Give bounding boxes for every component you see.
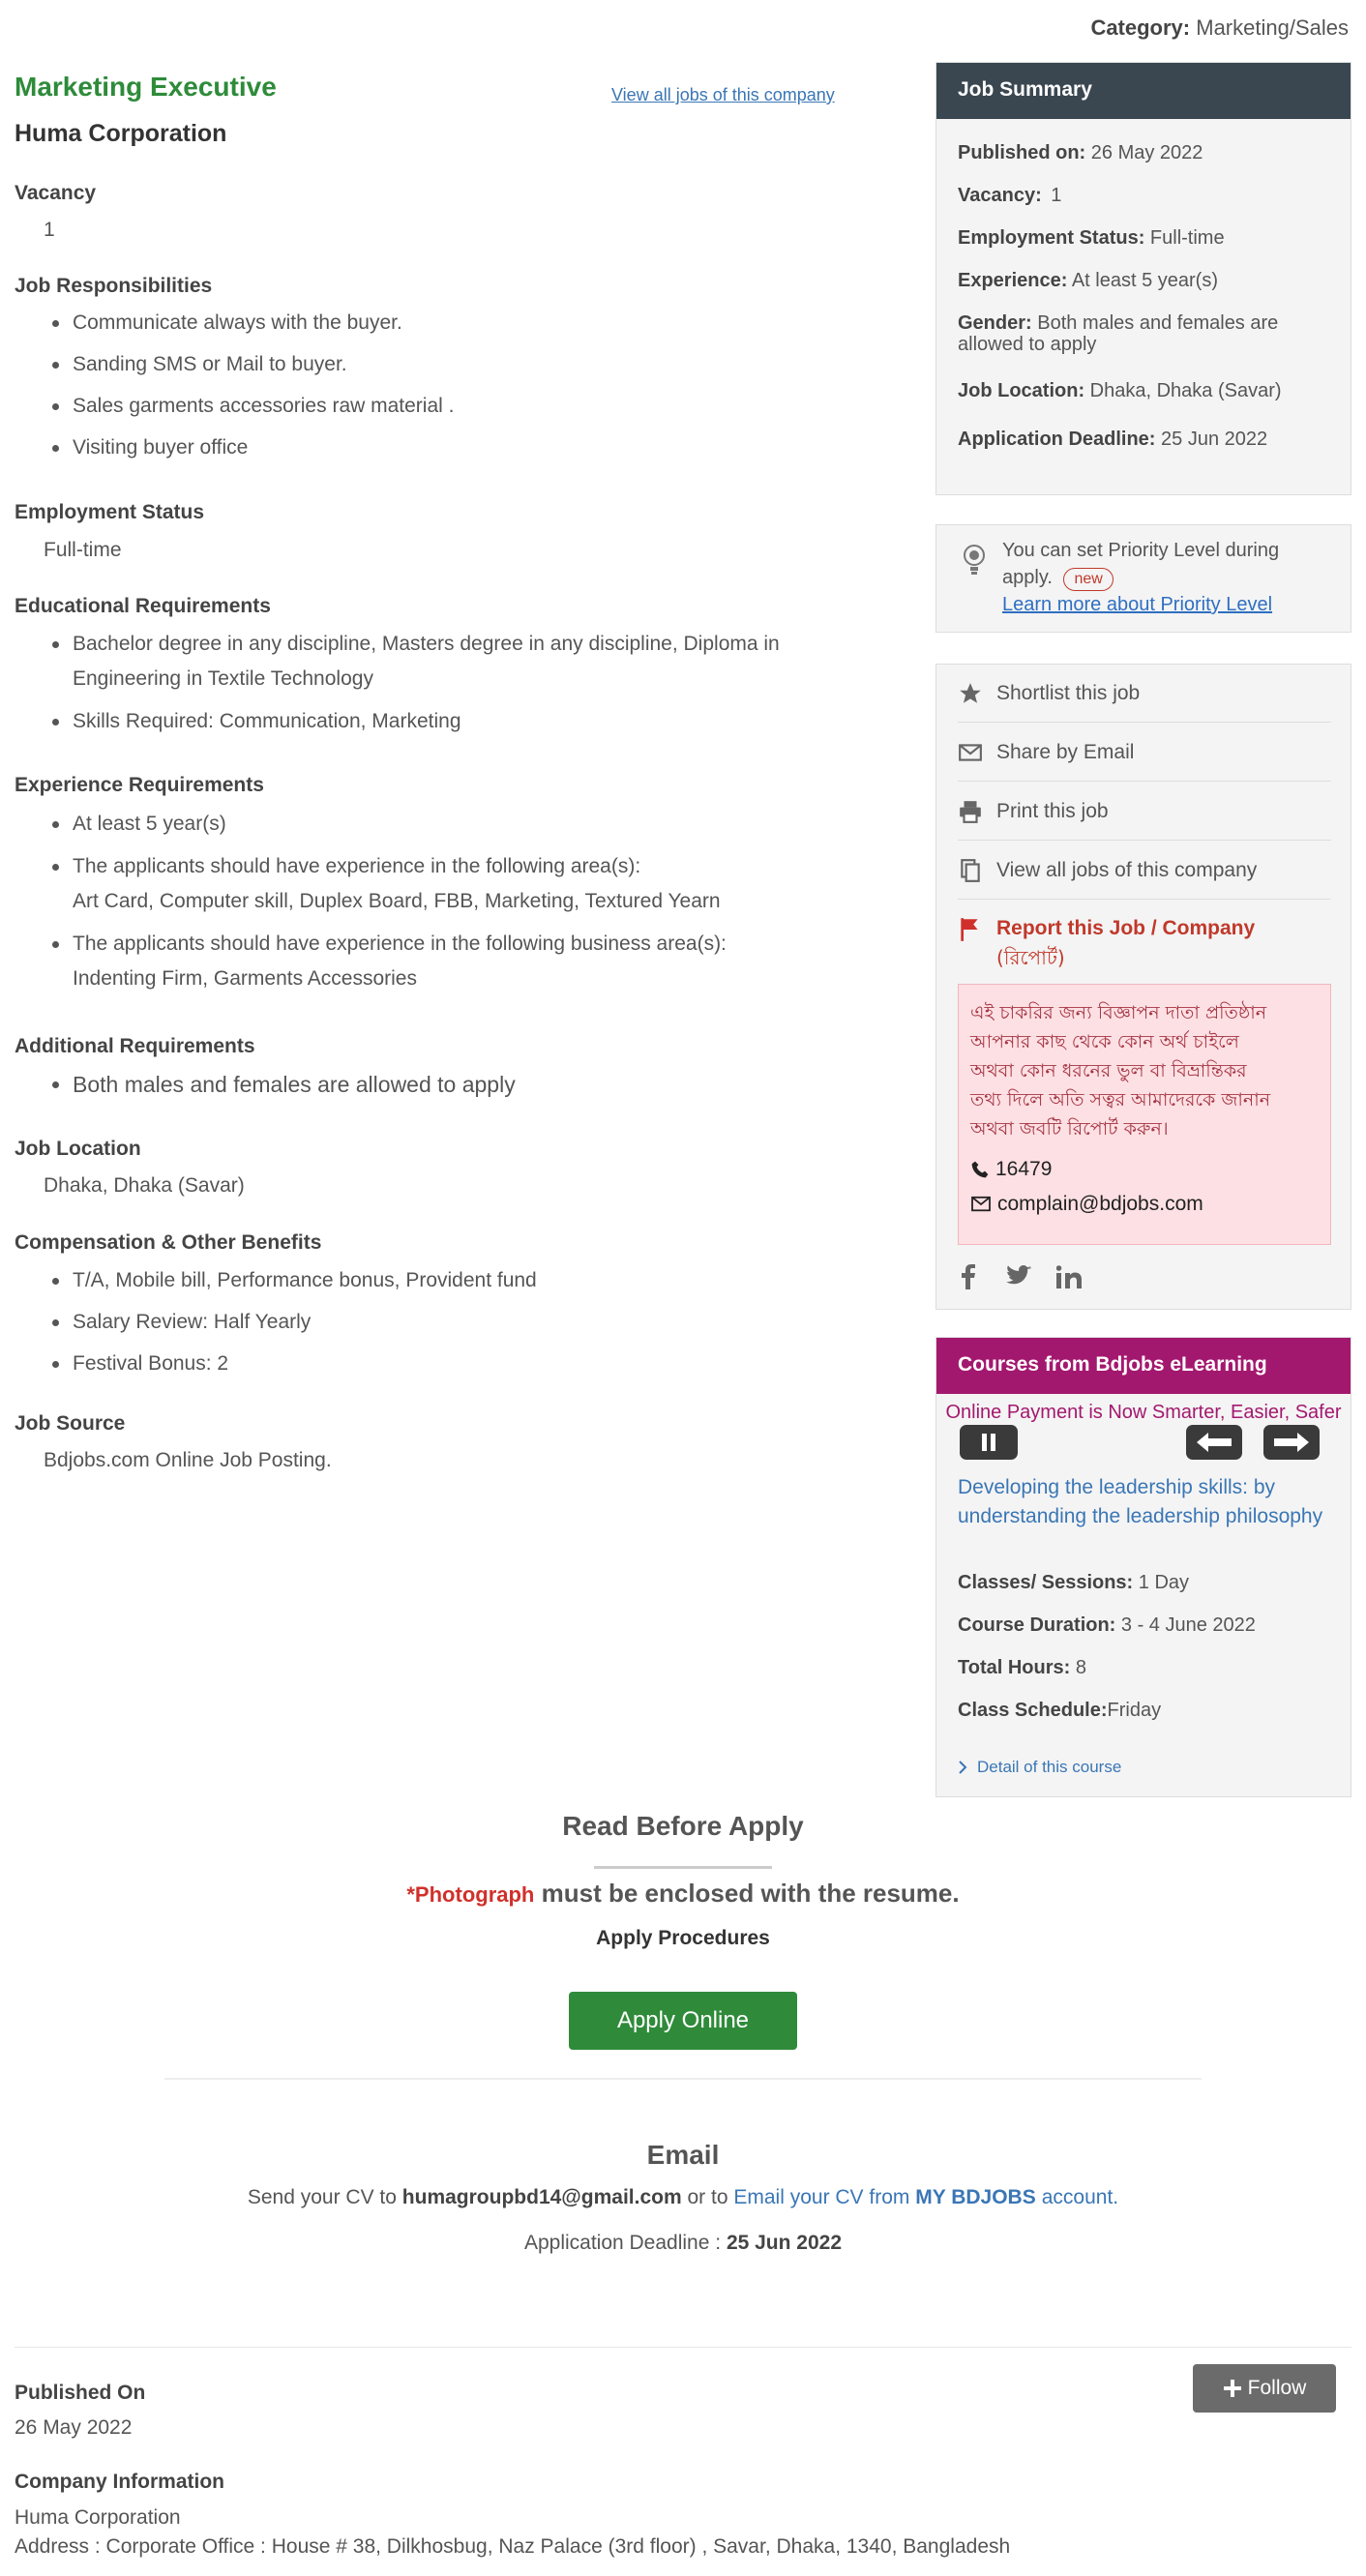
course-label: Total Hours: (958, 1657, 1071, 1678)
report-label (996, 914, 1255, 973)
experience-heading: Experience Requirements (15, 774, 264, 796)
arrow-right-icon (1272, 1431, 1311, 1454)
report-line: (রিপোর্ট) (996, 946, 1065, 969)
category-line (1090, 15, 1349, 41)
envelope-icon (958, 740, 983, 765)
course-value: 1 Day (1138, 1572, 1190, 1593)
vacancy-value: 1 (44, 219, 55, 241)
course-schedule (958, 1700, 1161, 1722)
warning-line: অথবা জবটি রিপোর্ট করুন। (970, 1118, 1169, 1140)
report-job-button[interactable] (958, 914, 1331, 973)
deadline-label: Application Deadline : (523, 2232, 722, 2254)
course-label: Class Schedule: (958, 1700, 1108, 1721)
summary-location (958, 380, 1335, 401)
list-item: Sales garments accessories raw material . (15, 389, 866, 424)
list-item (15, 627, 866, 696)
summary-label: Experience: (958, 270, 1068, 291)
photograph-required-label: *Photograph (406, 1882, 535, 1907)
priority-text (1002, 537, 1331, 618)
summary-value: allowed to apply (958, 334, 1097, 355)
summary-label: Vacancy: (958, 185, 1042, 206)
source-heading: Job Source (15, 1412, 126, 1435)
summary-employment (958, 227, 1335, 249)
courses-heading: Courses from Bdjobs eLearning (936, 1338, 1351, 1394)
summary-label: Application Deadline: (958, 429, 1156, 450)
social-share (958, 1264, 1082, 1289)
pause-icon (980, 1433, 997, 1452)
vacancy-heading: Vacancy (15, 182, 97, 204)
category-label: Category: (1090, 15, 1191, 40)
courses-subheading: Online Payment is Now Smarter, Easier, Safer (945, 1402, 1342, 1423)
list-item-line: Indenting Firm, Garments Accessories (73, 967, 417, 990)
list-item: Communicate always with the buyer. (15, 306, 866, 341)
application-deadline-line (0, 2232, 1366, 2255)
employment-value: Full-time (44, 539, 122, 561)
course-value: Friday (1107, 1700, 1162, 1721)
priority-line: apply. (1002, 567, 1053, 588)
location-heading: Job Location (15, 1138, 141, 1160)
next-course-button[interactable] (1263, 1425, 1320, 1460)
responsibilities-list (15, 306, 866, 465)
source-value: Bdjobs.com Online Job Posting. (44, 1449, 332, 1471)
list-item: Sanding SMS or Mail to buyer. (15, 347, 866, 382)
account-link[interactable]: account. (1041, 2186, 1119, 2208)
additional-list (15, 1067, 866, 1102)
view-all-jobs-link[interactable]: View all jobs of this company (611, 85, 835, 104)
list-item-line: Engineering in Textile Technology (73, 667, 373, 690)
fraud-warning-box (958, 984, 1331, 1245)
follow-button[interactable] (1193, 2364, 1336, 2413)
summary-value: At least 5 year(s) (1071, 270, 1219, 291)
lightbulb-icon (960, 543, 989, 581)
location-value: Dhaka, Dhaka (Savar) (44, 1174, 245, 1197)
job-title: Marketing Executive (15, 72, 277, 102)
apply-procedures-heading: Apply Procedures (596, 1927, 770, 1949)
summary-label: Published on: (958, 142, 1086, 163)
job-summary-panel (935, 62, 1351, 495)
arrow-left-icon (1195, 1431, 1233, 1454)
additional-heading: Additional Requirements (15, 1035, 255, 1057)
job-actions-panel (935, 664, 1351, 1310)
summary-experience (958, 270, 1335, 291)
email-heading: Email (646, 2140, 720, 2170)
twitter-icon[interactable] (1004, 1265, 1031, 1288)
plus-icon (1223, 2379, 1242, 2398)
compensation-heading: Compensation & Other Benefits (15, 1231, 322, 1254)
course-value: 3 - 4 June 2022 (1120, 1614, 1256, 1636)
list-item (15, 849, 866, 919)
list-item: Festival Bonus: 2 (15, 1347, 866, 1381)
company-info-heading: Company Information (15, 2471, 225, 2493)
summary-value: Dhaka, Dhaka (Savar) (1089, 380, 1282, 401)
view-all-label: View all jobs of this company (996, 858, 1258, 881)
course-classes (958, 1572, 1189, 1594)
priority-panel (935, 524, 1351, 633)
shortlist-job-button[interactable] (958, 665, 1331, 723)
new-badge: new (1063, 568, 1113, 591)
email-cv-link[interactable]: Email your CV from (733, 2186, 910, 2208)
envelope-icon (970, 1196, 992, 1213)
send-cv-line (0, 2186, 1366, 2209)
list-item: Skills Required: Communication, Marketing (15, 704, 866, 739)
or-to-text: or to (687, 2186, 728, 2208)
list-item-line: Art Card, Computer skill, Duplex Board, FBB, Marketing, Textured Yearn (73, 890, 721, 912)
warning-line: এই চাকরির জন্য বিজ্ঞাপন দাতা প্রতিষ্ঠান (970, 1002, 1267, 1023)
responsibilities-heading: Job Responsibilities (15, 275, 213, 297)
employment-heading: Employment Status (15, 501, 205, 523)
share-label: Share by Email (996, 740, 1135, 763)
category-value: Marketing/Sales (1196, 15, 1349, 40)
summary-published (958, 142, 1335, 163)
list-item: Visiting buyer office (15, 430, 866, 465)
list-item: Salary Review: Half Yearly (15, 1305, 866, 1340)
follow-label: Follow (1247, 2377, 1307, 2399)
experience-list (15, 807, 866, 996)
photograph-notice (0, 1879, 1366, 1909)
course-hours (958, 1657, 1086, 1679)
star-icon (958, 681, 983, 706)
deadline-value: 25 Jun 2022 (726, 2232, 843, 2254)
course-label: Course Duration: (958, 1614, 1116, 1636)
list-item: Both males and females are allowed to apply (15, 1067, 866, 1102)
apply-email-address: humagroupbd14@gmail.com (401, 2186, 682, 2208)
published-on-heading: Published On (15, 2382, 146, 2404)
list-item-line: Bachelor degree in any discipline, Masters degree in any discipline, Diploma in (73, 633, 780, 655)
pause-button[interactable] (960, 1425, 1018, 1460)
course-title-link[interactable]: Developing the leadership skills: by understanding the leadership philosophy (958, 1476, 1323, 1527)
my-bdjobs-link[interactable]: MY BDJOBS (915, 2186, 1036, 2208)
share-email-button[interactable] (958, 724, 1331, 782)
priority-learn-more-link[interactable]: Learn more about Priority Level (1002, 594, 1273, 615)
courses-panel (935, 1337, 1351, 1797)
summary-value: 25 Jun 2022 (1161, 429, 1268, 450)
read-before-apply-heading: Read Before Apply (562, 1811, 804, 1841)
facebook-icon[interactable] (958, 1264, 979, 1289)
previous-course-button[interactable] (1186, 1425, 1242, 1460)
warning-line: তথ্য দিলে অতি সত্বর আমাদেরকে জানান (970, 1089, 1271, 1110)
priority-line: You can set Priority Level during (1002, 540, 1280, 561)
summary-label: Employment Status: (958, 227, 1145, 249)
company-info-name: Huma Corporation (15, 2506, 181, 2529)
published-on-value: 26 May 2022 (15, 2416, 133, 2439)
warning-phone-number: 16479 (995, 1158, 1053, 1180)
print-job-button[interactable] (958, 783, 1331, 841)
education-list (15, 627, 866, 739)
printer-icon (958, 799, 983, 824)
summary-label: Job Location: (958, 380, 1085, 401)
divider (164, 2078, 1202, 2080)
summary-gender (958, 312, 1335, 355)
summary-value: Both males and females are (1037, 312, 1279, 334)
summary-value: Full-time (1149, 227, 1225, 249)
photograph-notice-text: must be enclosed with the resume. (541, 1879, 960, 1908)
shortlist-label: Shortlist this job (996, 681, 1141, 704)
linkedin-icon[interactable] (1056, 1265, 1082, 1288)
list-item-line: The applicants should have experience in the following area(s): (73, 855, 641, 877)
warning-line: আপনার কাছ থেকে কোন অর্থ চাইলে (970, 1031, 1239, 1052)
summary-value: 1 (1051, 185, 1062, 206)
summary-vacancy (958, 185, 1335, 206)
course-detail-link[interactable] (958, 1758, 1121, 1777)
warning-phone (970, 1155, 1319, 1184)
chevron-right-icon (958, 1761, 967, 1774)
summary-label: Gender: (958, 312, 1032, 334)
copy-icon (958, 858, 983, 883)
job-summary-heading: Job Summary (936, 63, 1351, 119)
warning-email (970, 1190, 1319, 1219)
education-heading: Educational Requirements (15, 595, 271, 617)
list-item (15, 927, 866, 996)
course-duration (958, 1614, 1256, 1637)
divider (15, 2347, 1351, 2348)
summary-deadline (958, 429, 1335, 450)
flag-icon (958, 916, 983, 943)
list-item-line: The applicants should have experience in the following business area(s): (73, 933, 727, 955)
course-label: Classes/ Sessions: (958, 1572, 1134, 1593)
divider (594, 1866, 772, 1869)
apply-online-button[interactable]: Apply Online (569, 1992, 797, 2050)
company-name: Huma Corporation (15, 120, 227, 147)
course-detail-label: Detail of this course (977, 1758, 1122, 1776)
print-label: Print this job (996, 799, 1109, 822)
send-prefix: Send your CV to (247, 2186, 397, 2208)
company-address: Address : Corporate Office : House # 38, Dilkhosbug, Naz Palace (3rd floor) , Savar, Dhaka, 1340, Bangladesh (15, 2535, 1011, 2558)
report-line: Report this Job / Company (996, 917, 1256, 939)
course-value: 8 (1075, 1657, 1086, 1678)
summary-value: 26 May 2022 (1090, 142, 1203, 163)
warning-line: অথবা কোন ধরনের ভুল বা বিভ্রান্তিকর (970, 1060, 1247, 1081)
view-all-jobs-button[interactable] (958, 842, 1331, 900)
warning-email-address: complain@bdjobs.com (997, 1193, 1203, 1215)
phone-icon (970, 1160, 990, 1179)
list-item: T/A, Mobile bill, Performance bonus, Provident fund (15, 1263, 866, 1298)
compensation-list (15, 1263, 866, 1381)
list-item: At least 5 year(s) (15, 807, 866, 842)
